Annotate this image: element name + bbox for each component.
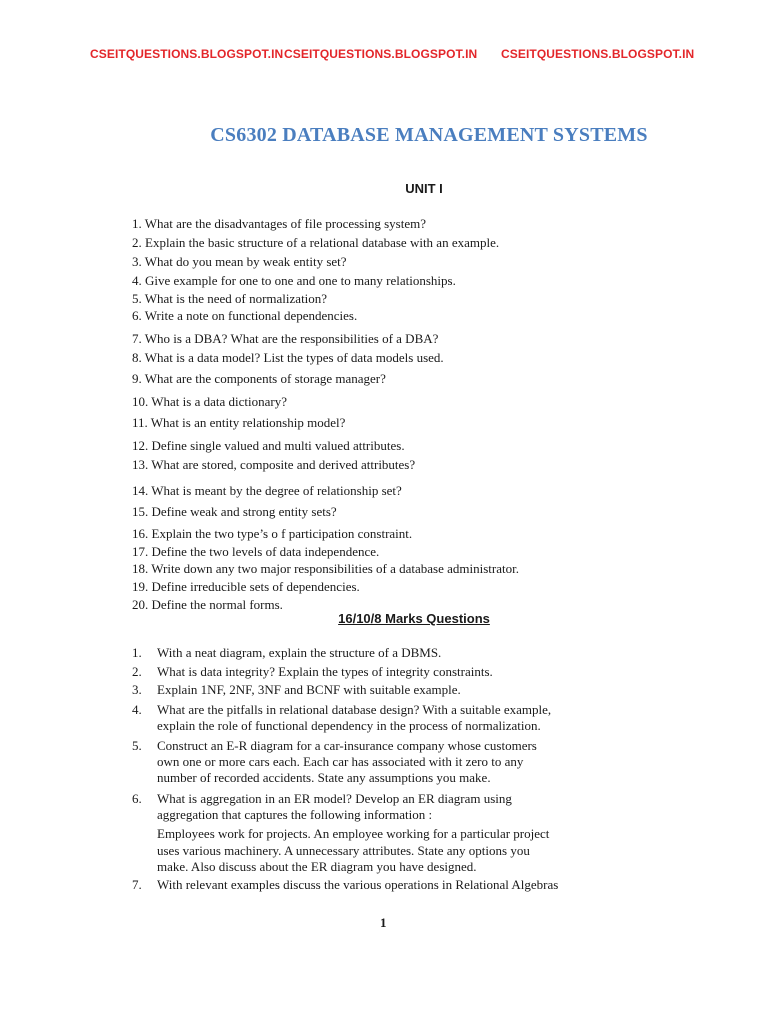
question-paragraph: Employees work for projects. An employee working for a particular project <box>157 826 550 841</box>
short-question: 7. Who is a DBA? What are the responsibilities of a DBA? <box>132 331 439 346</box>
question-text: With a neat diagram, explain the structure of a DBMS. <box>157 645 442 660</box>
short-question: 20. Define the normal forms. <box>132 597 283 612</box>
marks-heading: 16/10/8 Marks Questions <box>338 611 490 626</box>
short-question: 14. What is meant by the degree of relationship set? <box>132 483 402 498</box>
question-text-continued: aggregation that captures the following information : <box>157 807 433 822</box>
short-question: 15. Define weak and strong entity sets? <box>132 504 337 519</box>
short-question: 17. Define the two levels of data independence. <box>132 544 380 559</box>
short-question: 13. What are stored, composite and derived attributes? <box>132 457 416 472</box>
question-paragraph: make. Also discuss about the ER diagram you have designed. <box>157 859 477 874</box>
short-question: 11. What is an entity relationship model? <box>132 415 346 430</box>
short-question: 8. What is a data model? List the types of data models used. <box>132 350 444 365</box>
question-text: Explain 1NF, 2NF, 3NF and BCNF with suitable example. <box>157 682 461 697</box>
question-text-continued: own one or more cars each. Each car has associated with it zero to any <box>157 754 524 769</box>
short-question: 9. What are the components of storage manager? <box>132 371 386 386</box>
header-link-2[interactable]: CSEITQUESTIONS.BLOGSPOT.IN <box>284 47 478 61</box>
question-number: 3. <box>132 682 142 697</box>
header-link-3[interactable]: CSEITQUESTIONS.BLOGSPOT.IN <box>501 47 695 61</box>
short-question: 16. Explain the two type’s o f participation constraint. <box>132 526 413 541</box>
short-question: 3. What do you mean by weak entity set? <box>132 254 347 269</box>
short-question: 6. Write a note on functional dependencies. <box>132 308 358 323</box>
short-question: 2. Explain the basic structure of a relational database with an example. <box>132 235 500 250</box>
short-question: 18. Write down any two major responsibilities of a database administrator. <box>132 561 519 576</box>
question-text-continued: explain the role of functional dependency in the process of normalization. <box>157 718 541 733</box>
question-number: 2. <box>132 664 142 679</box>
short-question: 19. Define irreducible sets of dependencies. <box>132 579 360 594</box>
question-text: What is data integrity? Explain the types of integrity constraints. <box>157 664 493 679</box>
short-question: 10. What is a data dictionary? <box>132 394 287 409</box>
question-number: 6. <box>132 791 142 806</box>
header-link-1[interactable]: CSEITQUESTIONS.BLOGSPOT.IN <box>90 47 284 61</box>
question-text: What are the pitfalls in relational database design? With a suitable example, <box>157 702 552 717</box>
question-text: Construct an E-R diagram for a car-insurance company whose customers <box>157 738 537 753</box>
question-text-continued: number of recorded accidents. State any assumptions you make. <box>157 770 491 785</box>
short-question: 12. Define single valued and multi valued attributes. <box>132 438 405 453</box>
question-text: What is aggregation in an ER model? Develop an ER diagram using <box>157 791 512 806</box>
question-number: 4. <box>132 702 142 717</box>
short-question: 5. What is the need of normalization? <box>132 291 328 306</box>
page-number: 1 <box>380 915 387 930</box>
short-question: 4. Give example for one to one and one to many relationships. <box>132 273 456 288</box>
question-text: With relevant examples discuss the various operations in Relational Algebras <box>157 877 559 892</box>
question-number: 5. <box>132 738 142 753</box>
short-question: 1. What are the disadvantages of file processing system? <box>132 216 426 231</box>
question-paragraph: uses various machinery. A unnecessary attributes. State any options you <box>157 843 530 858</box>
unit-heading: UNIT I <box>405 181 443 196</box>
question-number: 7. <box>132 877 142 892</box>
question-number: 1. <box>132 645 142 660</box>
page-title: CS6302 DATABASE MANAGEMENT SYSTEMS <box>210 124 648 146</box>
